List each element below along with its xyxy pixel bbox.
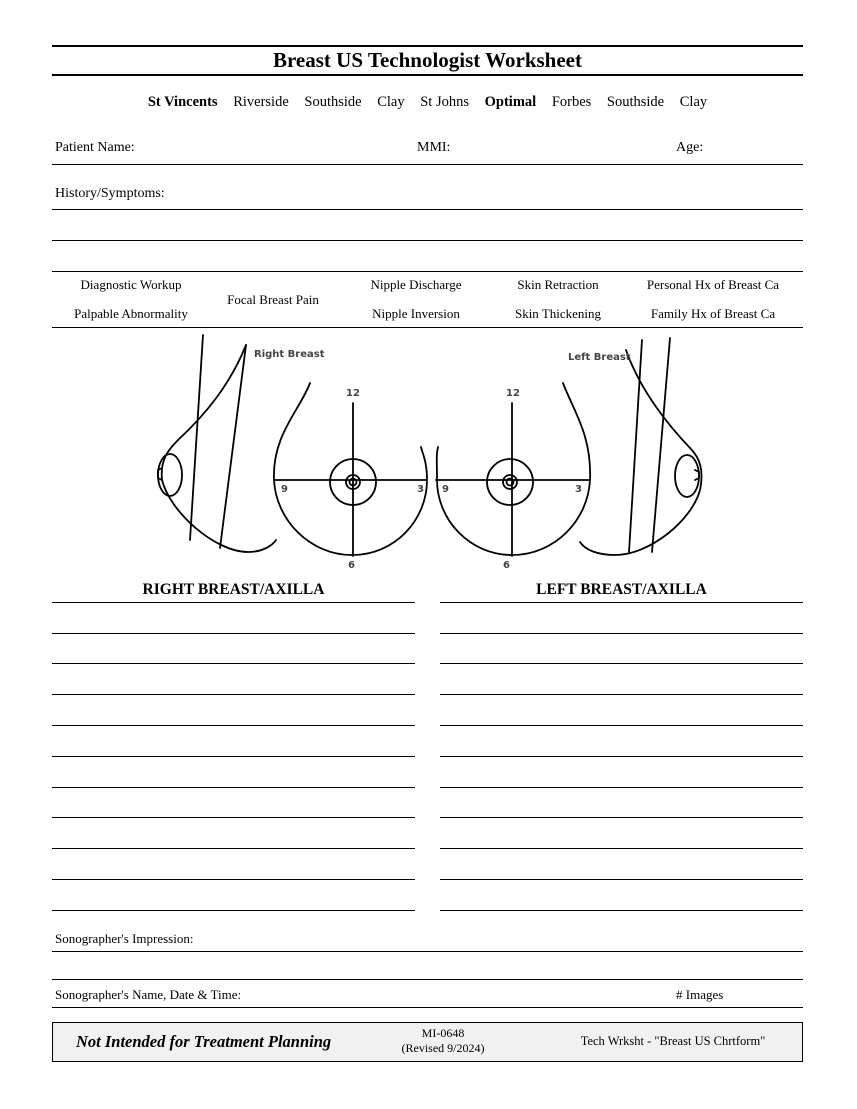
form-number-text: MI-0648 [421,1026,465,1040]
left-clock-9: 9 [442,484,449,495]
site-optimal[interactable]: Optimal [484,94,537,110]
left-clock-12: 12 [506,388,520,399]
site-st-johns[interactable]: St Johns [420,94,469,110]
tech-worksheet-text: Tech Wrksht - "Breast US Chrtform" [580,1034,766,1048]
site-optimal-southside[interactable]: Southside [606,94,665,110]
left-frontal-drawing [436,383,590,556]
site-southside[interactable]: Southside [304,94,362,110]
left-profile-drawing [580,338,702,555]
page-title: Breast US Technologist Worksheet [272,48,582,72]
site-clay[interactable]: Clay [377,94,405,110]
form-number [383,1026,503,1056]
symptom-nipple-discharge[interactable]: Nipple Discharge [370,277,462,292]
left-note-line[interactable] [440,633,803,634]
impression-rule-1[interactable] [52,951,803,952]
history-label: History/Symptoms: [55,186,165,201]
right-clock-12: 12 [346,388,360,399]
mmi-label: MMI: [417,140,451,155]
symptom-skin-thickening[interactable]: Skin Thickening [514,306,602,321]
symptom-skin-retraction[interactable]: Skin Retraction [517,277,599,292]
right-clock-3: 3 [417,484,424,495]
right-note-line[interactable] [52,787,415,788]
right-note-line[interactable] [52,633,415,634]
site-forbes[interactable]: Forbes [551,94,592,110]
right-note-line[interactable] [52,848,415,849]
right-note-line[interactable] [52,910,415,911]
sonographer-label: Sonographer's Name, Date & Time: [55,987,242,1002]
site-optimal-clay[interactable]: Clay [679,94,708,110]
right-note-line[interactable] [52,602,415,603]
symptom-family-hx[interactable]: Family Hx of Breast Ca [650,306,776,321]
right-frontal-drawing [274,383,427,556]
footer-box [52,1022,803,1062]
right-profile-drawing [158,335,276,552]
left-note-line[interactable] [440,817,803,818]
symptom-palpable-abnormality[interactable]: Palpable Abnormality [74,306,188,321]
right-clock-9: 9 [281,484,288,495]
symptom-nipple-inversion[interactable]: Nipple Inversion [372,306,460,321]
left-breast-label: Left Breast [568,352,631,363]
impression-label: Sonographer's Impression: [55,931,194,946]
right-note-line[interactable] [52,879,415,880]
symptom-diagnostic-workup[interactable]: Diagnostic Workup [80,277,182,292]
right-breast-label: Right Breast [254,349,325,360]
left-note-line[interactable] [440,602,803,603]
site-riverside[interactable]: Riverside [233,94,289,110]
right-note-line[interactable] [52,694,415,695]
site-st-vincents[interactable]: St Vincents [147,94,218,110]
left-note-line[interactable] [440,910,803,911]
sonographer-rule[interactable] [52,1007,803,1008]
left-section-title: LEFT BREAST/AXILLA [536,581,707,598]
left-note-line[interactable] [440,694,803,695]
right-note-line[interactable] [52,817,415,818]
right-note-line[interactable] [52,756,415,757]
left-clock-3: 3 [575,484,582,495]
symptom-personal-hx[interactable]: Personal Hx of Breast Ca [646,277,780,292]
left-clock-6: 6 [503,560,510,571]
revised-text: (Revised 9/2024) [401,1041,485,1055]
left-note-line[interactable] [440,663,803,664]
right-note-line[interactable] [52,663,415,664]
left-note-line[interactable] [440,725,803,726]
age-label: Age: [676,140,704,155]
not-intended-text: Not Intended for Treatment Planning [76,1032,332,1051]
left-note-line[interactable] [440,879,803,880]
right-note-line[interactable] [52,725,415,726]
left-note-line[interactable] [440,787,803,788]
impression-rule-2[interactable] [52,979,803,980]
images-label: # Images [676,987,724,1002]
symptom-focal-breast-pain[interactable]: Focal Breast Pain [227,292,319,307]
patient-name-label: Patient Name: [55,140,135,155]
right-clock-6: 6 [348,560,355,571]
left-note-line[interactable] [440,756,803,757]
left-note-line[interactable] [440,848,803,849]
right-section-title: RIGHT BREAST/AXILLA [142,581,325,598]
